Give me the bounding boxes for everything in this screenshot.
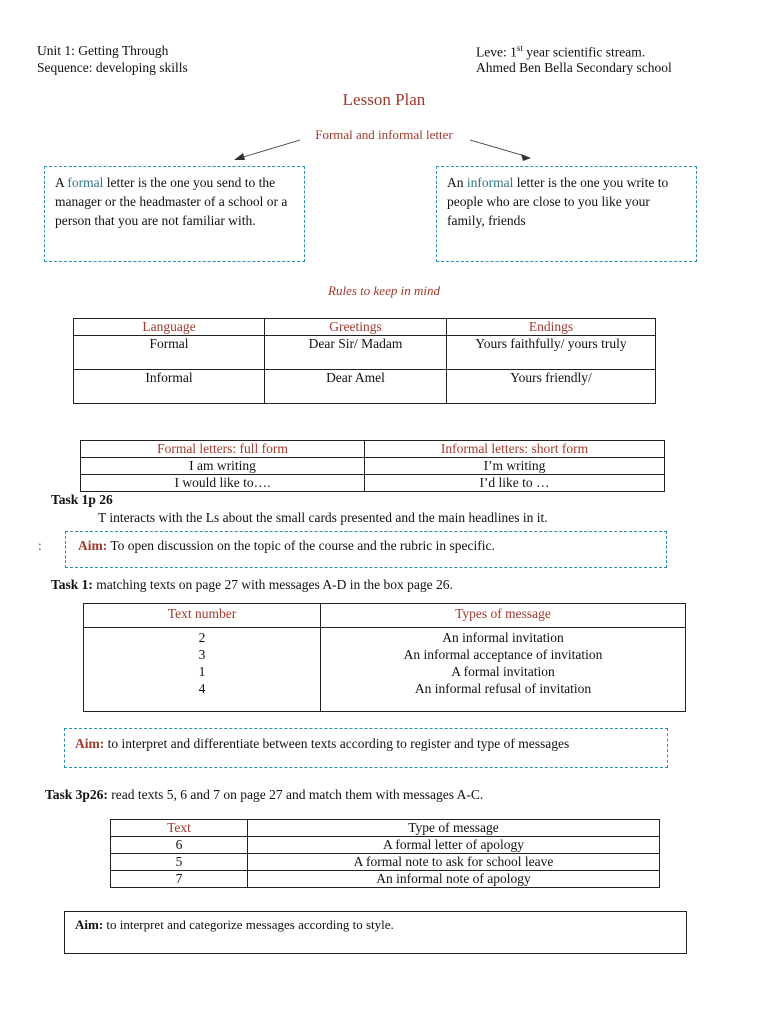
task1-number: 3 bbox=[198, 647, 206, 662]
rules-cell: Informal bbox=[74, 370, 265, 404]
forms-table bbox=[80, 440, 665, 492]
rules-cell: Yours friendly/ bbox=[447, 370, 656, 404]
aim1-marker: : bbox=[38, 538, 42, 553]
rules-cell: Dear Amel bbox=[265, 370, 447, 404]
rules-header: Language bbox=[74, 319, 265, 336]
task1-numbers-cell bbox=[84, 628, 321, 712]
forms-cell: I’d like to … bbox=[365, 475, 665, 492]
school-label: Ahmed Ben Bella Secondary school bbox=[476, 60, 672, 75]
task1p-label: Task 1p 26 bbox=[51, 492, 113, 507]
arrows bbox=[0, 0, 768, 180]
rules-title: Rules to keep in mind bbox=[328, 283, 440, 298]
rules-cell: Formal bbox=[74, 336, 265, 370]
unit-label: Unit 1: Getting Through bbox=[37, 43, 169, 58]
forms-cell: I’m writing bbox=[365, 458, 665, 475]
arrow-left bbox=[240, 140, 300, 158]
task1-types-cell bbox=[321, 628, 686, 712]
aim2-box: Aim: to interpret and differentiate between texts according to register and type of messages bbox=[64, 728, 668, 768]
forms-cell: I would like to…. bbox=[81, 475, 365, 492]
task1-type: An informal invitation bbox=[442, 630, 564, 645]
rules-header: Greetings bbox=[265, 319, 447, 336]
task3-cell: 6 bbox=[111, 837, 248, 854]
task1-number: 2 bbox=[198, 630, 206, 645]
task3-cell: 7 bbox=[111, 871, 248, 888]
aim3-box: Aim: to interpret and categorize messages according to style. bbox=[64, 911, 687, 954]
rules-header: Endings bbox=[447, 319, 656, 336]
rules-cell: Dear Sir/ Madam bbox=[265, 336, 447, 370]
task3-cell: A formal letter of apology bbox=[248, 837, 660, 854]
aim1-box: Aim: To open discussion on the topic of the course and the rubric in specific. bbox=[65, 531, 667, 568]
subtitle: Formal and informal letter bbox=[315, 127, 453, 142]
task1-number: 1 bbox=[198, 664, 206, 679]
task3-table bbox=[110, 819, 660, 888]
forms-cell: I am writing bbox=[81, 458, 365, 475]
task1-number: 4 bbox=[198, 681, 206, 696]
arrowhead-right bbox=[521, 154, 531, 161]
task1-type: An informal refusal of invitation bbox=[414, 681, 592, 696]
arrow-right bbox=[470, 140, 525, 156]
rules-table bbox=[73, 318, 656, 404]
sequence-label: Sequence: developing skills bbox=[37, 60, 188, 75]
rules-cell: Yours faithfully/ yours truly bbox=[447, 336, 656, 370]
task1-type: A formal invitation bbox=[451, 664, 555, 679]
task1-type: An informal acceptance of invitation bbox=[403, 647, 603, 662]
task1-table bbox=[83, 603, 686, 712]
arrowhead-left bbox=[234, 153, 245, 160]
page-title: Lesson Plan bbox=[342, 90, 426, 109]
task3-cell: 5 bbox=[111, 854, 248, 871]
task1-header: Types of message bbox=[321, 604, 686, 628]
forms-header: Formal letters: full form bbox=[81, 441, 365, 458]
informal-definition-box: An informal letter is the one you write to people who are close to you like your family, friends bbox=[436, 166, 697, 262]
task1p-text: T interacts with the Ls about the small cards presented and the main headlines in it. bbox=[98, 510, 548, 525]
formal-definition-box: A formal letter is the one you send to the manager or the headmaster of a school or a person that you are not familiar with. bbox=[44, 166, 305, 262]
task3-instruction: Task 3p26: read texts 5, 6 and 7 on page 27 and match them with messages A-C. bbox=[45, 787, 484, 802]
level-label: Leve: 1st year scientific stream. bbox=[476, 43, 646, 60]
task3-cell: An informal note of apology bbox=[248, 871, 660, 888]
task3-cell: A formal note to ask for school leave bbox=[248, 854, 660, 871]
task1-header: Text number bbox=[84, 604, 321, 628]
task1-instruction: Task 1: matching texts on page 27 with messages A-D in the box page 26. bbox=[51, 577, 453, 592]
task3-header: Type of message bbox=[248, 820, 660, 837]
task3-header: Text bbox=[111, 820, 248, 837]
forms-header: Informal letters: short form bbox=[365, 441, 665, 458]
